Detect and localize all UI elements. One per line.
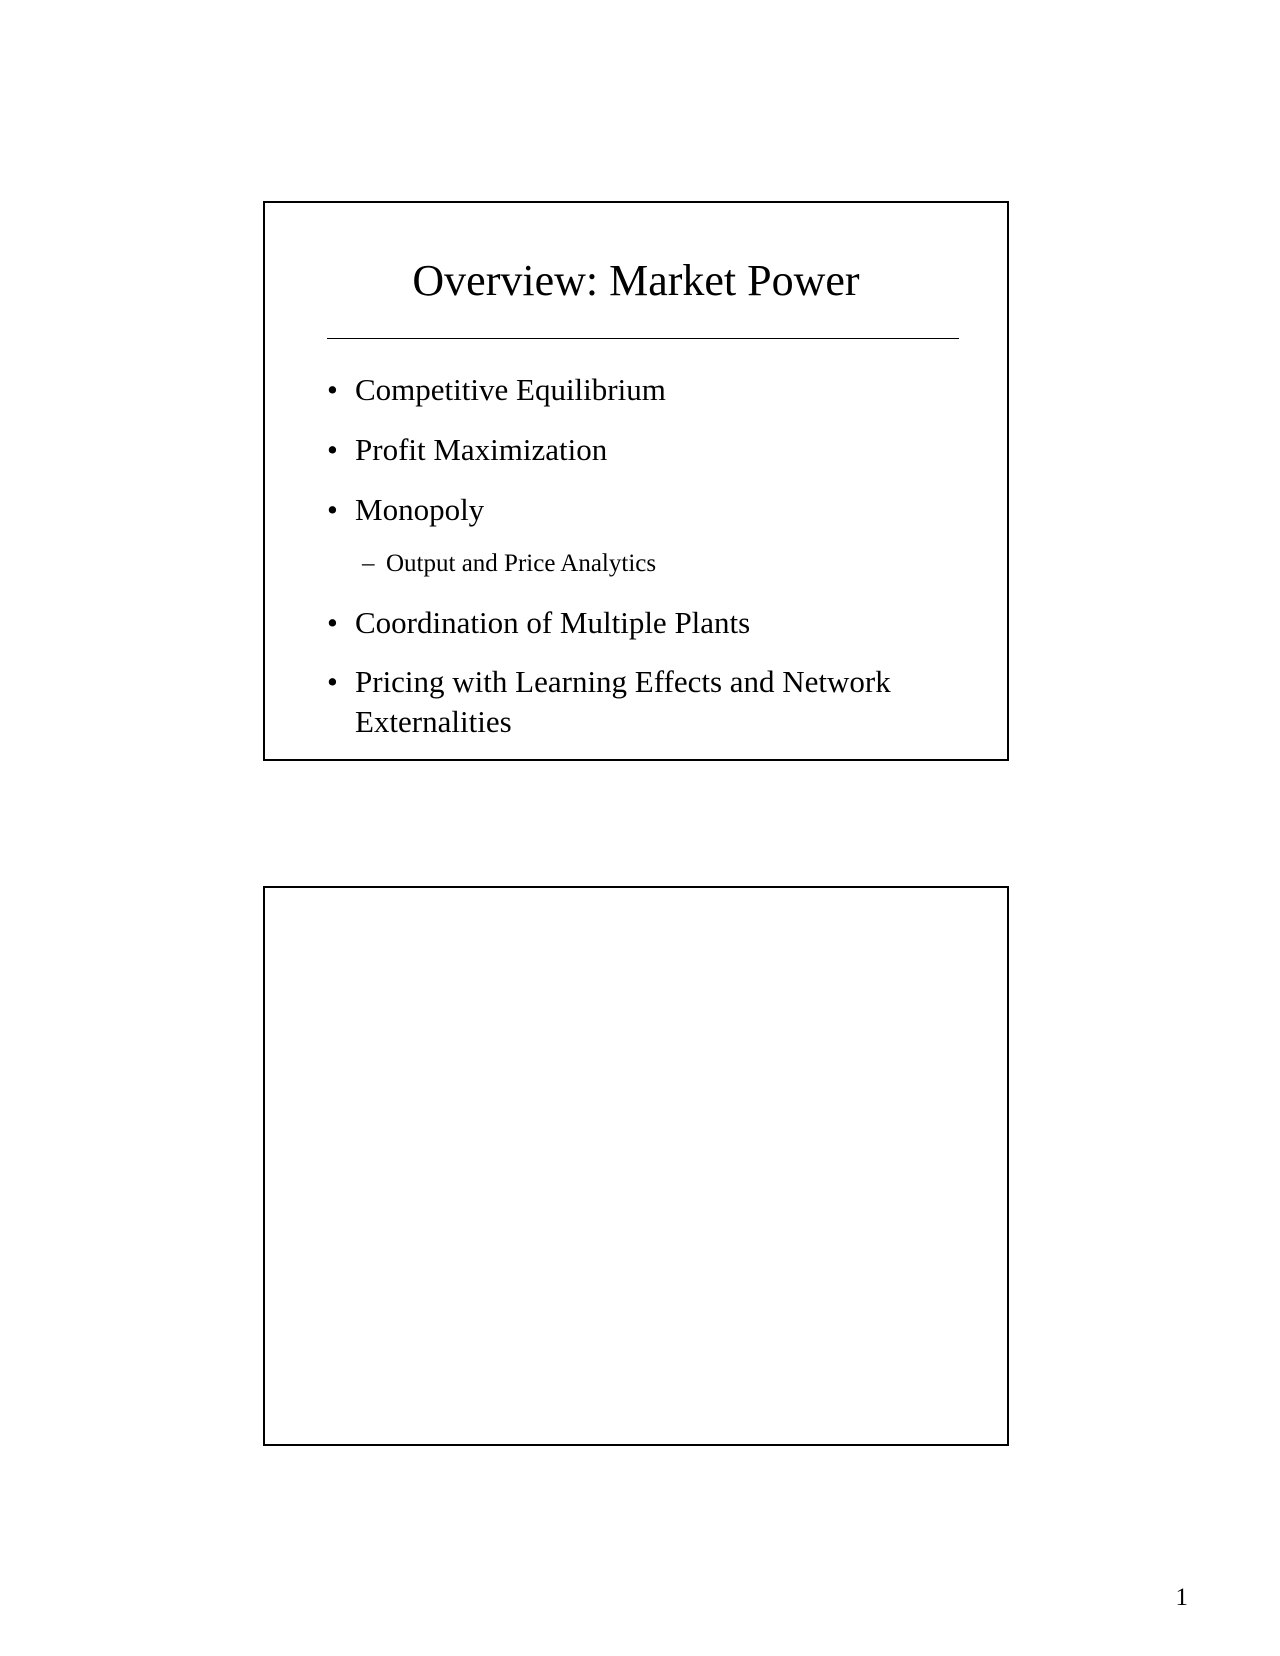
bullet-text: Monopoly <box>355 492 485 527</box>
sub-bullet-item <box>362 548 962 580</box>
bullet-dot-icon: • <box>327 605 338 640</box>
bullet-item <box>327 603 967 643</box>
bullet-item <box>327 662 967 742</box>
bullet-text: Pricing with Learning Effects and Network Externalities <box>355 664 891 739</box>
bullet-dot-icon: • <box>327 432 338 467</box>
bullet-text: Profit Maximization <box>355 432 608 467</box>
title-divider <box>327 338 959 339</box>
slide-overview-market-power <box>263 201 1009 761</box>
sub-bullet-dash-icon: – <box>362 550 375 577</box>
bullet-text: Competitive Equilibrium <box>355 372 666 407</box>
bullet-item <box>327 430 967 470</box>
slide-title: Overview: Market Power <box>412 256 860 305</box>
page-number: 1 <box>1175 1584 1188 1611</box>
bullet-text: Coordination of Multiple Plants <box>355 605 751 640</box>
slide-blank <box>263 886 1009 1446</box>
sub-bullet-text: Output and Price Analytics <box>386 550 657 577</box>
bullet-dot-icon: • <box>327 664 338 699</box>
bullet-item <box>327 370 967 410</box>
bullet-dot-icon: • <box>327 492 338 527</box>
bullet-item <box>327 490 967 530</box>
bullet-dot-icon: • <box>327 372 338 407</box>
